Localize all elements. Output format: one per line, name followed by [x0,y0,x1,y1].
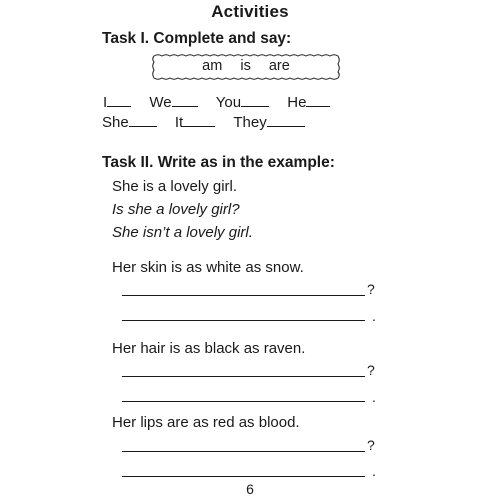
example-question: Is she a lovely girl? [112,201,240,218]
example-statement: She is a lovely girl. [112,178,238,195]
blank [306,105,330,107]
pronoun-we: We [149,94,172,111]
pronoun-they: They [233,114,267,131]
question-mark: ? [367,281,375,297]
word-bank: am is are [202,58,290,74]
question-mark: ? [367,362,375,378]
pronoun-it: It [174,114,184,131]
period-mark: . [372,463,376,479]
blank [267,125,305,127]
answer-line-question-2 [122,376,365,377]
fill-row-2 [102,114,305,131]
answer-line-negative-2 [122,401,365,402]
blank [183,125,215,127]
period-mark: . [372,308,376,324]
answer-line-question-3 [122,451,365,452]
blank [129,125,157,127]
fill-row-1 [103,94,330,111]
task1-heading: Task I. Complete and say: [102,30,292,47]
answer-line-question-1 [122,295,365,296]
pronoun-you: You [215,94,242,111]
answer-line-negative-3 [122,476,365,477]
pronoun-he: He [287,94,307,111]
blank [107,105,131,107]
pronoun-she: She [102,114,129,131]
pronoun-i: I [103,94,108,111]
question-mark: ? [367,437,375,453]
task2-heading: Task II. Write as in the example: [102,154,335,171]
word-bank-box [152,54,340,80]
period-mark: . [372,389,376,405]
page-title: Activities [211,2,289,21]
blank [241,105,269,107]
exercise-sentence-2: Her hair is as black as raven. [112,340,306,357]
blank [172,105,198,107]
page-number: 6 [246,481,254,497]
example-negative: She isn’t a lovely girl. [112,224,253,241]
exercise-sentence-1: Her skin is as white as snow. [112,259,304,276]
answer-line-negative-1 [122,320,365,321]
exercise-sentence-3: Her lips are as red as blood. [112,414,300,431]
